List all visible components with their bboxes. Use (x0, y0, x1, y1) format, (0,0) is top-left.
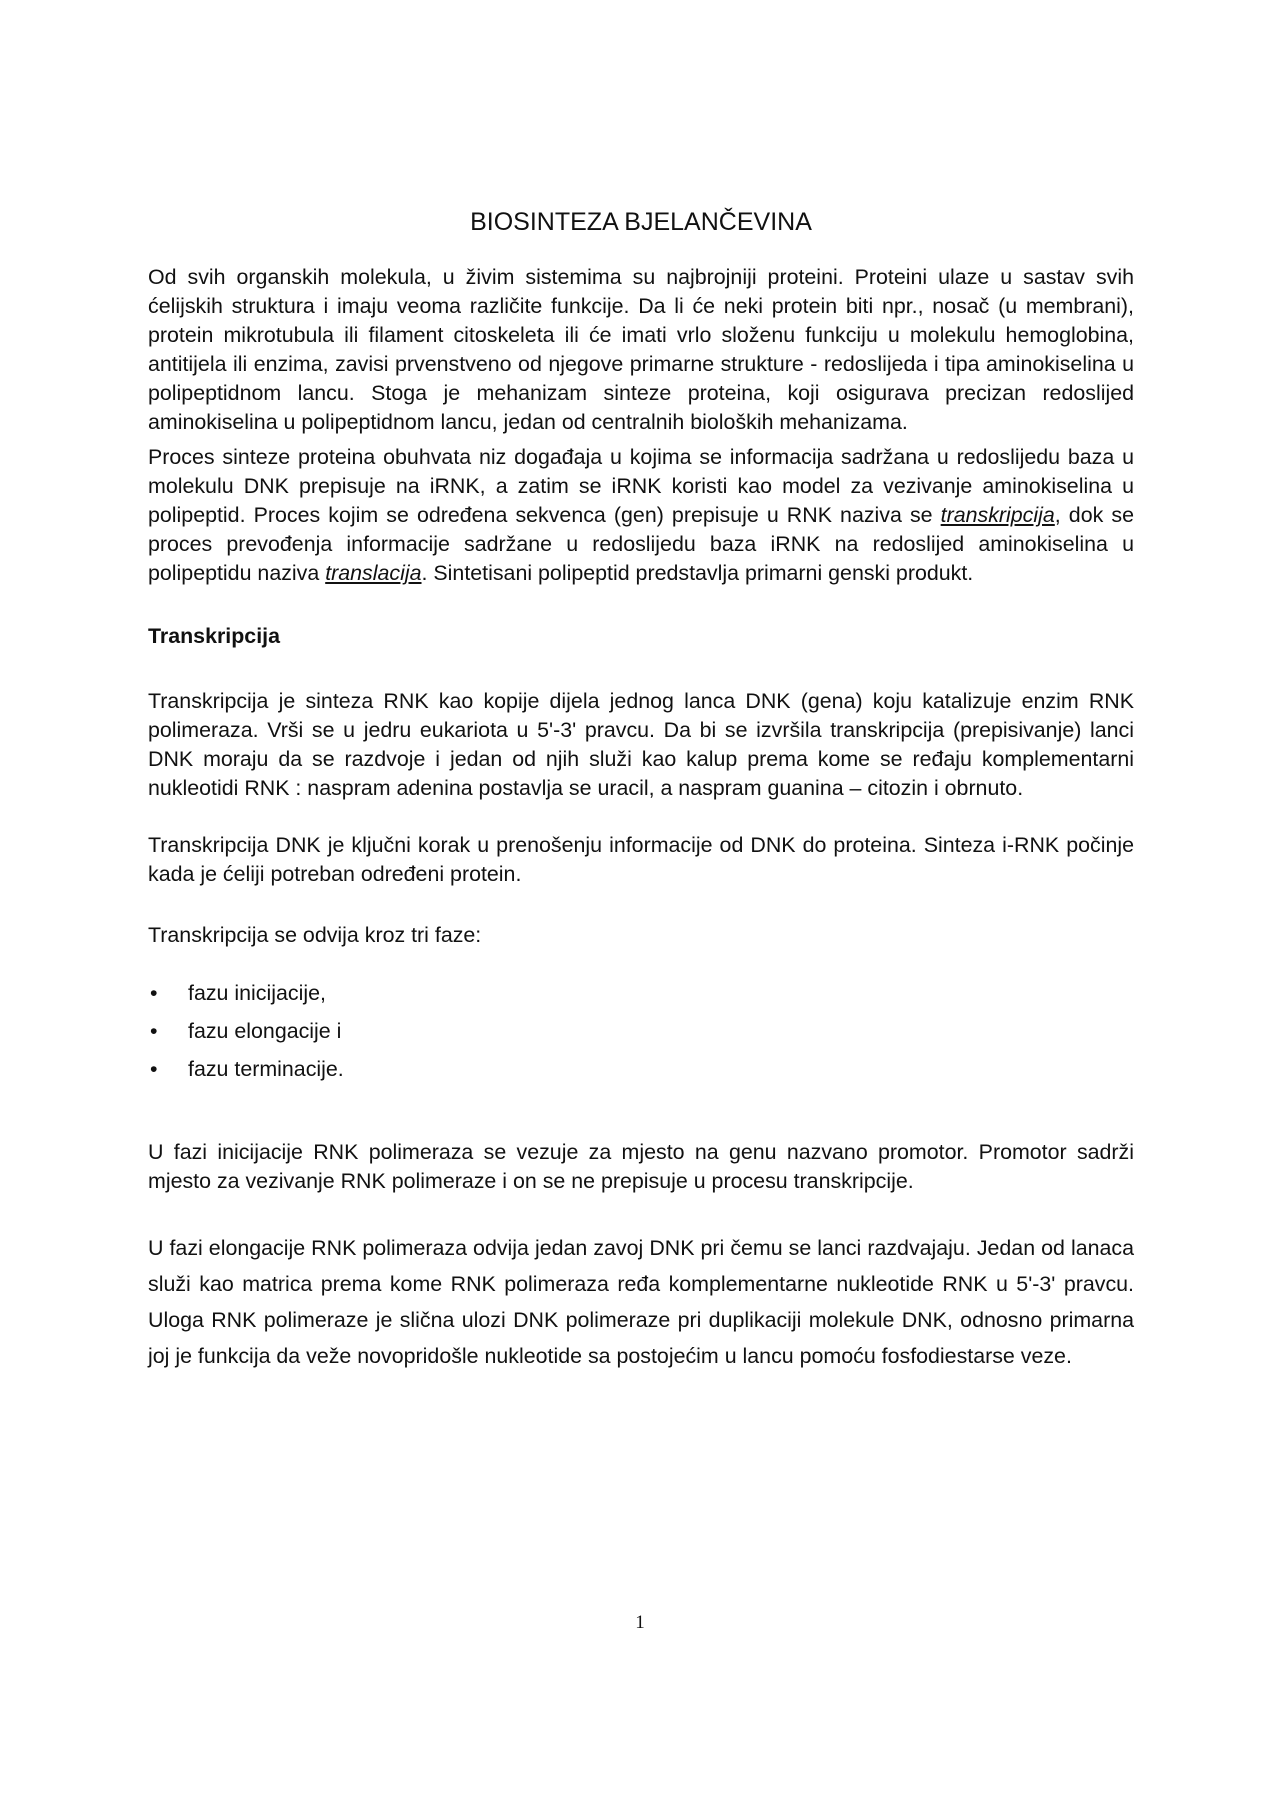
bullet-icon: • (150, 981, 158, 1005)
list-item (148, 1012, 1134, 1050)
phase-label: fazu elongacije i (188, 1019, 342, 1043)
phase-label: fazu terminacije. (188, 1057, 344, 1081)
page-content (148, 208, 1134, 1374)
transcription-definition: Transkripcija je sinteza RNK kao kopije dijela jednog lanca DNK (gena) koju katalizuje enzim RNK polimeraza. Vrši se u jedru eukariota u 5'-3' pravcu. Da bi se izvršila transkripcija (prepisivanje) lanci DNK moraju da se razdvoje i jedan od njih služi kao kalup prema kome se ređaju komplementarni nukleotidi RNK : naspram adenina postavlja se uracil, a naspram guanina – citozin i obrnuto. (148, 689, 1134, 800)
page-title: BIOSINTEZA BJELANČEVINA (470, 208, 812, 236)
process-text-part1: Proces sinteze proteina obuhvata niz događaja u kojima se informacija sadržana u redoslijedu baza u molekulu DNK prepisuje na iRNK, a zatim se iRNK koristi kao model za vezivanje aminokiselina u polipeptid. Proces kojim se određena sekvenca (gen) prepisuje u RNK naziva se (148, 445, 1134, 527)
bullet-icon: • (150, 1019, 158, 1043)
intro-paragraph: Od svih organskih molekula, u živim sistemima su najbrojniji proteini. Proteini ulaze u sastav svih ćelijskih struktura i imaju veoma različite funkcije. Da li će neki protein biti npr., nosač (u membrani), protein mikrotubula ili filament citoskeleta ili će imati vrlo složenu funkciju u molekulu hemoglobina, antitijela ili enzima, zavisi prvenstveno od njegove primarne strukture - redoslijeda i tipa aminokiselina u polipeptidnom lancu. Stoga je mehanizam sinteze proteina, koji osigurava precizan redoslijed aminokiselina u polipeptidnom lancu, jedan od centralnih bioloških mehanizama. (148, 265, 1134, 434)
process-text-part3: . Sintetisani polipeptid predstavlja primarni genski produkt. (421, 561, 974, 585)
list-item (148, 974, 1134, 1012)
page-number: 1 (635, 1612, 645, 1633)
initiation-paragraph: U fazi inicijacije RNK polimeraza se vezuje za mjesto na genu nazvano promotor. Promotor sadrži mjesto za vezivanje RNK polimeraze i on se ne prepisuje u procesu transkripcije. (148, 1140, 1134, 1193)
bullet-icon: • (150, 1057, 158, 1081)
phases-intro: Transkripcija se odvija kroz tri faze: (148, 923, 482, 947)
process-text-part2: , dok se proces prevođenja informacije sadržane u redoslijedu baza iRNK na redoslijed aminokiselina u polipeptidu naziva (148, 503, 1134, 585)
elongation-paragraph: U fazi elongacije RNK polimeraza odvija jedan zavoj DNK pri čemu se lanci razdvajaju. Jedan od lanaca služi kao matrica prema kome RNK polimeraza ređa komplementarne nukleotide RNK u 5'-3' pravcu. Uloga RNK polimeraze je slična ulozi DNK polimeraze pri duplikaciji molekule DNK, odnosno primarna joj je funkcija da veže novopridošle nukleotide sa postojećim u lancu pomoću fosfodiestarse veze. (148, 1236, 1134, 1368)
transcription-importance: Transkripcija DNK je ključni korak u prenošenju informacije od DNK do proteina. Sinteza i-RNK počinje kada je ćeliji potreban određeni protein. (148, 833, 1134, 886)
phase-label: fazu inicijacije, (188, 981, 326, 1005)
process-paragraph (148, 443, 1134, 588)
term-translacija: translacija (325, 561, 422, 585)
list-item (148, 1050, 1134, 1088)
phases-list (148, 974, 1134, 1088)
section-heading: Transkripcija (148, 624, 280, 648)
term-transkripcija: transkripcija (940, 503, 1055, 527)
